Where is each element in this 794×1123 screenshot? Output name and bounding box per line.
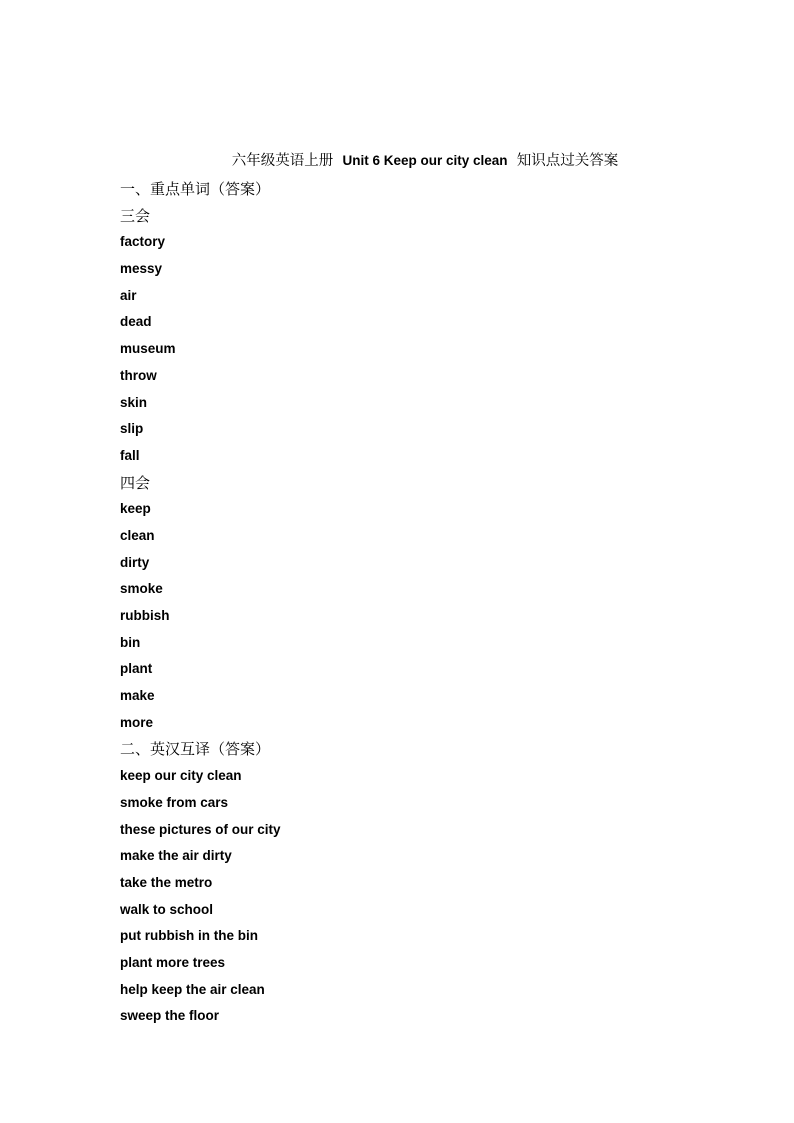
title-zh-suffix: 知识点过关答案 <box>516 153 619 169</box>
phrase-item: smoke from cars <box>120 794 229 810</box>
group-label-three-skills: 三会 <box>120 206 151 225</box>
phrase-item: walk to school <box>120 901 214 917</box>
phrase-item: put rubbish in the bin <box>120 928 258 944</box>
section-heading-translation: 二、英汉互译（答案） <box>120 740 271 759</box>
phrase-item: plant more trees <box>120 954 226 970</box>
title-zh-prefix: 六年级英语上册 <box>231 153 334 169</box>
phrase-item: keep our city clean <box>120 768 242 784</box>
word-item: museum <box>120 341 176 357</box>
word-item: dirty <box>120 554 150 570</box>
section-heading-key-words: 一、重点单词（答案） <box>120 180 271 198</box>
phrase-item: make the air dirty <box>120 848 232 864</box>
word-item: plant <box>120 661 153 677</box>
document-title <box>0 150 794 172</box>
document-body <box>120 176 720 1030</box>
phrase-item: these pictures of our city <box>120 821 281 837</box>
word-item: slip <box>120 421 144 437</box>
word-item: smoke <box>120 581 163 597</box>
phrase-item: help keep the air clean <box>120 981 265 997</box>
word-item: factory <box>120 234 166 250</box>
phrase-item: sweep the floor <box>120 1008 220 1024</box>
word-item: rubbish <box>120 608 170 623</box>
word-item: dead <box>120 314 152 330</box>
word-item: more <box>120 714 154 730</box>
word-item: make <box>120 688 155 704</box>
group-label-four-skills: 四会 <box>120 473 151 492</box>
word-item: keep <box>120 501 151 517</box>
word-item: air <box>120 287 137 303</box>
phrase-item: take the metro <box>120 874 213 890</box>
word-item: messy <box>120 261 163 277</box>
word-item: fall <box>120 447 140 463</box>
word-item: throw <box>120 367 157 383</box>
word-item: skin <box>120 394 148 410</box>
title-en: Unit 6 Keep our city clean <box>342 153 508 168</box>
word-item: clean <box>120 527 155 543</box>
word-item: bin <box>120 634 141 650</box>
